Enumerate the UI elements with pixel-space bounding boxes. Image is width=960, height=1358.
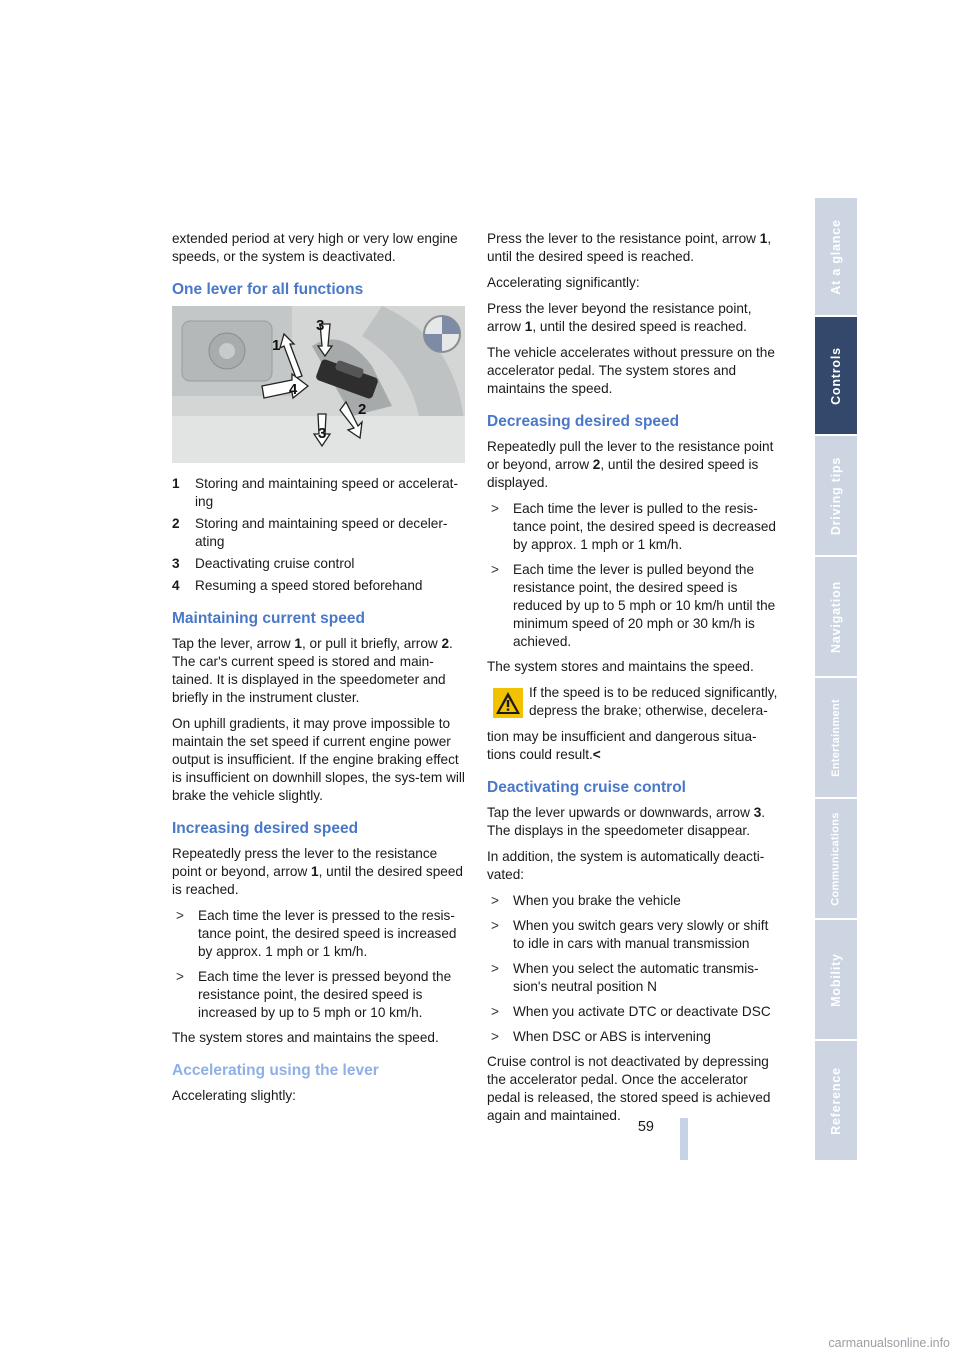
figure-label-4: 4	[289, 381, 298, 398]
list-item: > When you brake the vehicle	[491, 893, 681, 908]
not-deactivated-paragraph: Cruise control is not deactivated by depressing the accelerator pedal. Once the accelerator pedal is released, the stored speed is achieved again and maintained.	[487, 1054, 771, 1123]
auto-deactivated-paragraph: In addition, the system is automatically deacti-vated:	[487, 849, 765, 882]
figure-legend	[172, 475, 467, 595]
dec-stores-paragraph: The system stores and maintains the speed.	[487, 659, 754, 674]
warning-text-top: If the speed is to be reduced significantly, depress the brake; otherwise, decelera-	[529, 685, 778, 718]
list-item: > When you select the automatic transmis-sion's neutral position N	[491, 961, 759, 994]
cruise-control-lever-figure	[172, 306, 465, 463]
nav-tab-entertainment[interactable]: Entertainment	[815, 678, 857, 797]
decreasing-paragraph: Repeatedly pull the lever to the resistance point or beyond, arrow 2, until the desired speed is displayed.	[487, 439, 774, 490]
list-item: > Each time the lever is pressed to the resis-tance point, the desired speed is increased by approx. 1 mph or 1 km/h.	[176, 908, 457, 959]
warning-note	[487, 684, 779, 764]
accel-significant-label: Accelerating significantly:	[487, 275, 640, 290]
legend-item: 4 Resuming a speed stored beforehand	[172, 578, 423, 593]
nav-tab-at-a-glance[interactable]: At a glance	[815, 198, 857, 315]
warning-text-bottom: tion may be insufficient and dangerous situa-tions could result.<	[487, 729, 757, 762]
uphill-paragraph: On uphill gradients, it may prove impossible to maintain the set speed if current engine power output is insufficient. If the engine braking effect is insufficient on downhill slopes, the sys-tem will brake the vehicle slightly.	[172, 716, 465, 803]
figure-label-3-bottom: 3	[318, 425, 327, 442]
heading-maintaining-speed: Maintaining current speed	[172, 610, 365, 627]
list-item: > Each time the lever is pulled beyond the resistance point, the desired speed is reduced by up to 5 mph or 10 km/h until the minimum speed of 20 mph or 30 km/h is achieved.	[491, 562, 776, 649]
accel-significant-paragraph: Press the lever beyond the resistance point, arrow 1, until the desired speed is reached.	[487, 301, 752, 334]
heading-increasing-speed: Increasing desired speed	[172, 820, 359, 837]
nav-tab-driving-tips[interactable]: Driving tips	[815, 436, 857, 555]
heading-accelerating: Accelerating using the lever	[172, 1062, 379, 1079]
legend-item: 3 Deactivating cruise control	[172, 556, 355, 571]
figure-label-3-top: 3	[316, 317, 325, 334]
side-navigation	[815, 198, 857, 1160]
nav-tab-mobility[interactable]: Mobility	[815, 920, 857, 1039]
lever-illustration	[172, 306, 465, 463]
page-marker-bar	[680, 1118, 688, 1160]
list-item: > When you switch gears very slowly or shift to idle in cars with manual transmission	[491, 918, 769, 951]
maintaining-paragraph: Tap the lever, arrow 1, or pull it briefly, arrow 2. The car's current speed is stored and main-tained. It is displayed in the speedometer and briefly in the instrument cluster.	[172, 636, 453, 705]
vehicle-accelerates-paragraph: The vehicle accelerates without pressure on the accelerator pedal. The system stores and maintains the speed.	[487, 345, 775, 396]
list-item: > Each time the lever is pulled to the resis-tance point, the desired speed is decreased by approx. 1 mph or 1 km/h.	[491, 501, 776, 552]
list-item: > When DSC or ABS is intervening	[491, 1029, 711, 1044]
heading-one-lever: One lever for all functions	[172, 281, 364, 298]
nav-tab-controls[interactable]: Controls	[815, 317, 857, 434]
stores-paragraph: The system stores and maintains the speed.	[172, 1030, 439, 1045]
watermark: carmanualsonline.info	[828, 1336, 950, 1350]
intro-text: extended period at very high or very low engine speeds, or the system is deactivated.	[172, 231, 458, 264]
nav-tab-communications[interactable]: Communications	[815, 799, 857, 918]
figure-label-2: 2	[358, 401, 367, 418]
figure-label-1: 1	[272, 337, 281, 354]
accelerating-slightly: Accelerating slightly:	[172, 1088, 296, 1103]
right-column	[487, 230, 779, 1133]
accel-slight-paragraph: Press the lever to the resistance point, arrow 1, until the desired speed is reached.	[487, 231, 772, 264]
heading-decreasing-speed: Decreasing desired speed	[487, 413, 680, 430]
left-column	[172, 230, 467, 1113]
deactivating-paragraph: Tap the lever upwards or downwards, arrow 3. The displays in the speedometer disappear.	[487, 805, 766, 838]
nav-tab-reference[interactable]: Reference	[815, 1041, 857, 1160]
list-item: > When you activate DTC or deactivate DSC	[491, 1004, 771, 1019]
increasing-paragraph: Repeatedly press the lever to the resistance point or beyond, arrow 1, until the desired speed is reached.	[172, 846, 463, 897]
legend-item: 1 Storing and maintaining speed or accelerat-ing	[172, 476, 458, 509]
warning-icon	[493, 688, 523, 718]
legend-item: 2 Storing and maintaining speed or deceler-ating	[172, 516, 448, 549]
page-number: 59	[637, 1119, 654, 1135]
list-item: > Each time the lever is pressed beyond the resistance point, the desired speed is increased by up to 5 mph or 10 km/h.	[176, 969, 452, 1020]
nav-tab-navigation[interactable]: Navigation	[815, 557, 857, 676]
heading-deactivating: Deactivating cruise control	[487, 779, 686, 796]
